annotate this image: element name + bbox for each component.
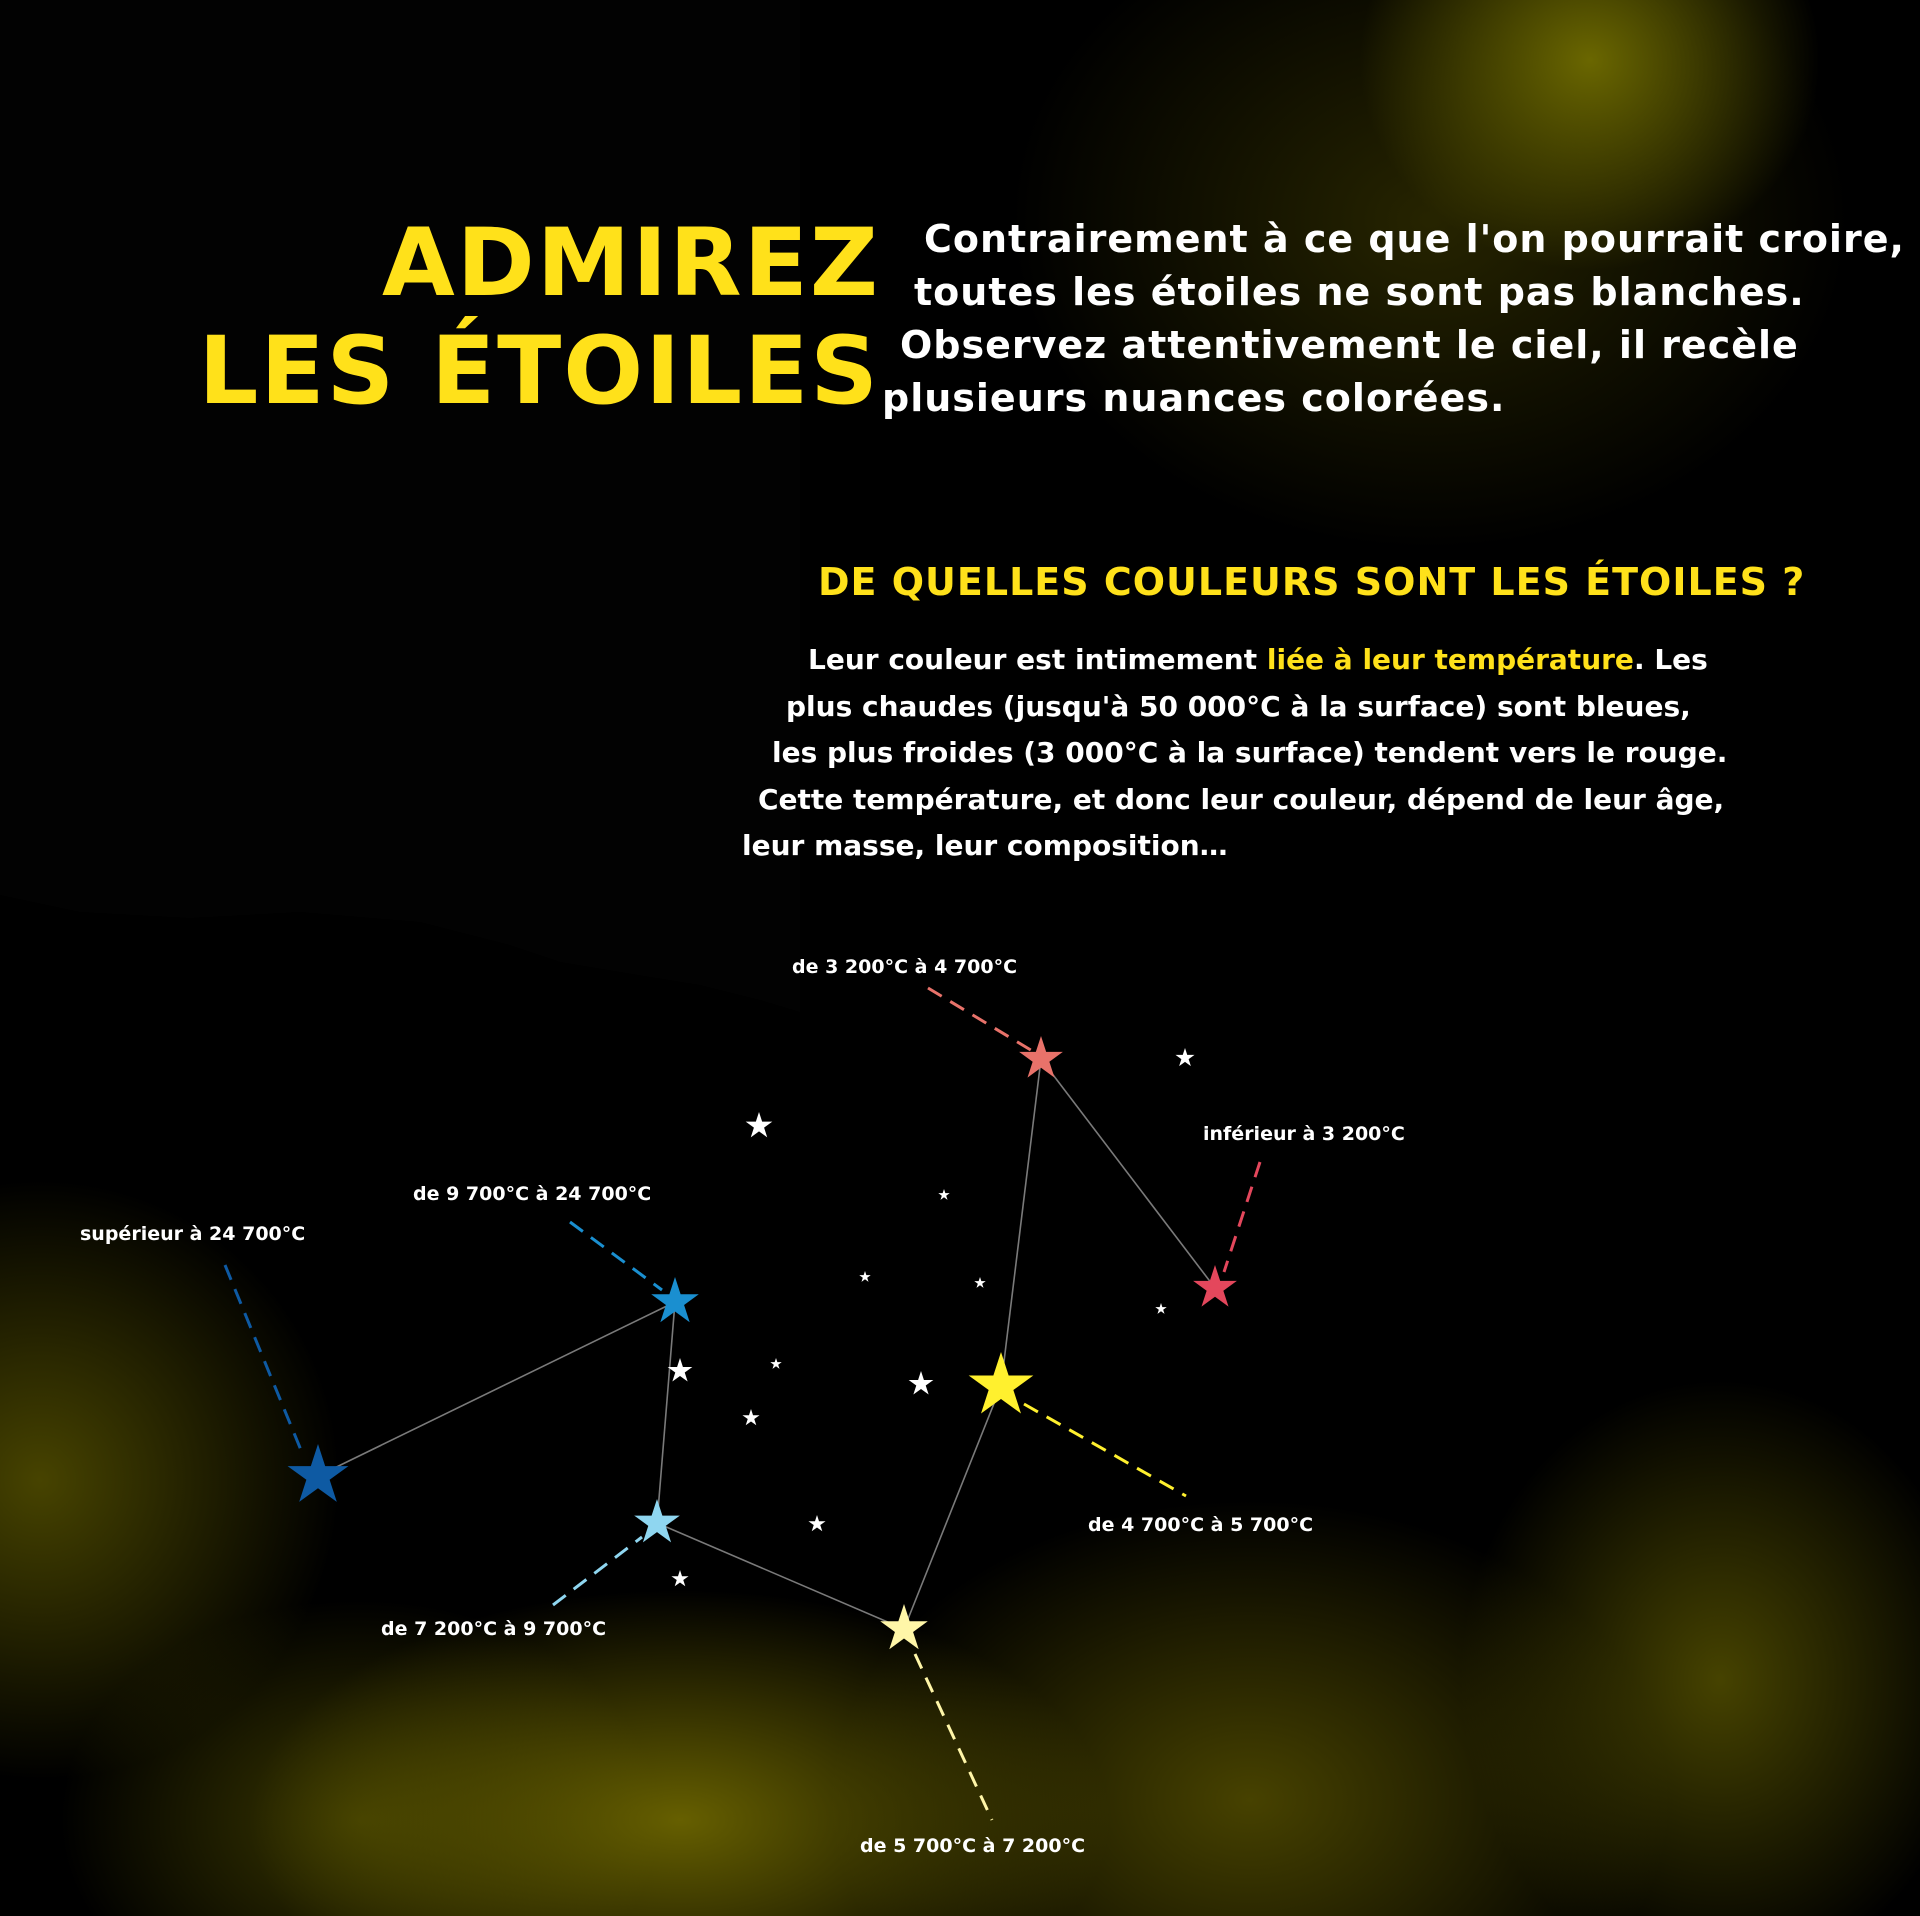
small-star-icon [1175,1048,1194,1066]
body-line-5: leur masse, leur composition… [742,829,1228,862]
small-star-icon [1155,1303,1166,1314]
label-yellow-star: de 4 700°C à 5 700°C [1088,1514,1314,1536]
label-light-blue-star: de 7 200°C à 9 700°C [381,1618,607,1640]
body-line-3: les plus froides (3 000°C à la surface) tendent vers le rouge. [772,736,1728,769]
section-subtitle: DE QUELLES COULEURS SONT LES ÉTOILES ? [818,560,1806,604]
label-dark-blue-star: supérieur à 24 700°C [80,1223,306,1245]
body-line-1-end: . Les [1633,643,1708,676]
intro-line-4: plusieurs nuances colorées. [882,376,1506,420]
dark-blue-star-icon [288,1444,349,1502]
small-star-icon [974,1277,985,1288]
small-star-icon [770,1358,781,1369]
body-line-4: Cette température, et donc leur couleur, dépend de leur âge, [758,782,1725,816]
small-star-icon [859,1271,870,1282]
label-blue-star: de 9 700°C à 24 700°C [413,1183,652,1205]
small-star-icon [938,1189,949,1200]
label-red-orange-star: de 3 200°C à 4 700°C [792,956,1018,978]
yellow-star-icon [969,1352,1034,1414]
small-star-icon [671,1570,688,1586]
dark-horizon [0,0,800,1012]
label-red-star: inférieur à 3 200°C [1203,1123,1405,1145]
red-star-icon [1193,1265,1237,1307]
body-line-1-start: Leur couleur est intimement [808,643,1267,676]
constellation-lines [318,1059,1215,1629]
intro-line-3: Observez attentivement le ciel, il recèle [900,323,1799,367]
small-star-icon [668,1358,693,1382]
label-pale-yellow-star: de 5 700°C à 7 200°C [860,1835,1086,1857]
body-line-2: plus chaudes (jusqu'à 50 000°C à la surface) sont bleues, [786,689,1691,723]
small-star-icon [742,1409,759,1425]
body-highlight: liée à leur température [1266,643,1634,676]
intro-line-1: Contrairement à ce que l'on pourrait croire, [924,217,1905,261]
blue-star-icon [651,1277,699,1322]
intro-line-2: toutes les étoiles ne sont pas blanches. [914,270,1805,314]
title-line-2: LES ÉTOILES [198,317,880,426]
body-line-1 [742,637,1727,684]
page-title [198,210,880,426]
intro-paragraph [870,213,1905,425]
body-paragraph [742,637,1727,870]
small-star-icon [808,1515,825,1531]
small-star-icon [909,1371,934,1395]
title-line-1: ADMIREZ [381,209,880,318]
background-stars [668,1048,1195,1586]
pale-yellow-star-icon [880,1604,928,1649]
leader-lines [225,988,1260,1820]
small-star-icon [746,1112,773,1137]
red-orange-star-icon [1019,1036,1063,1078]
